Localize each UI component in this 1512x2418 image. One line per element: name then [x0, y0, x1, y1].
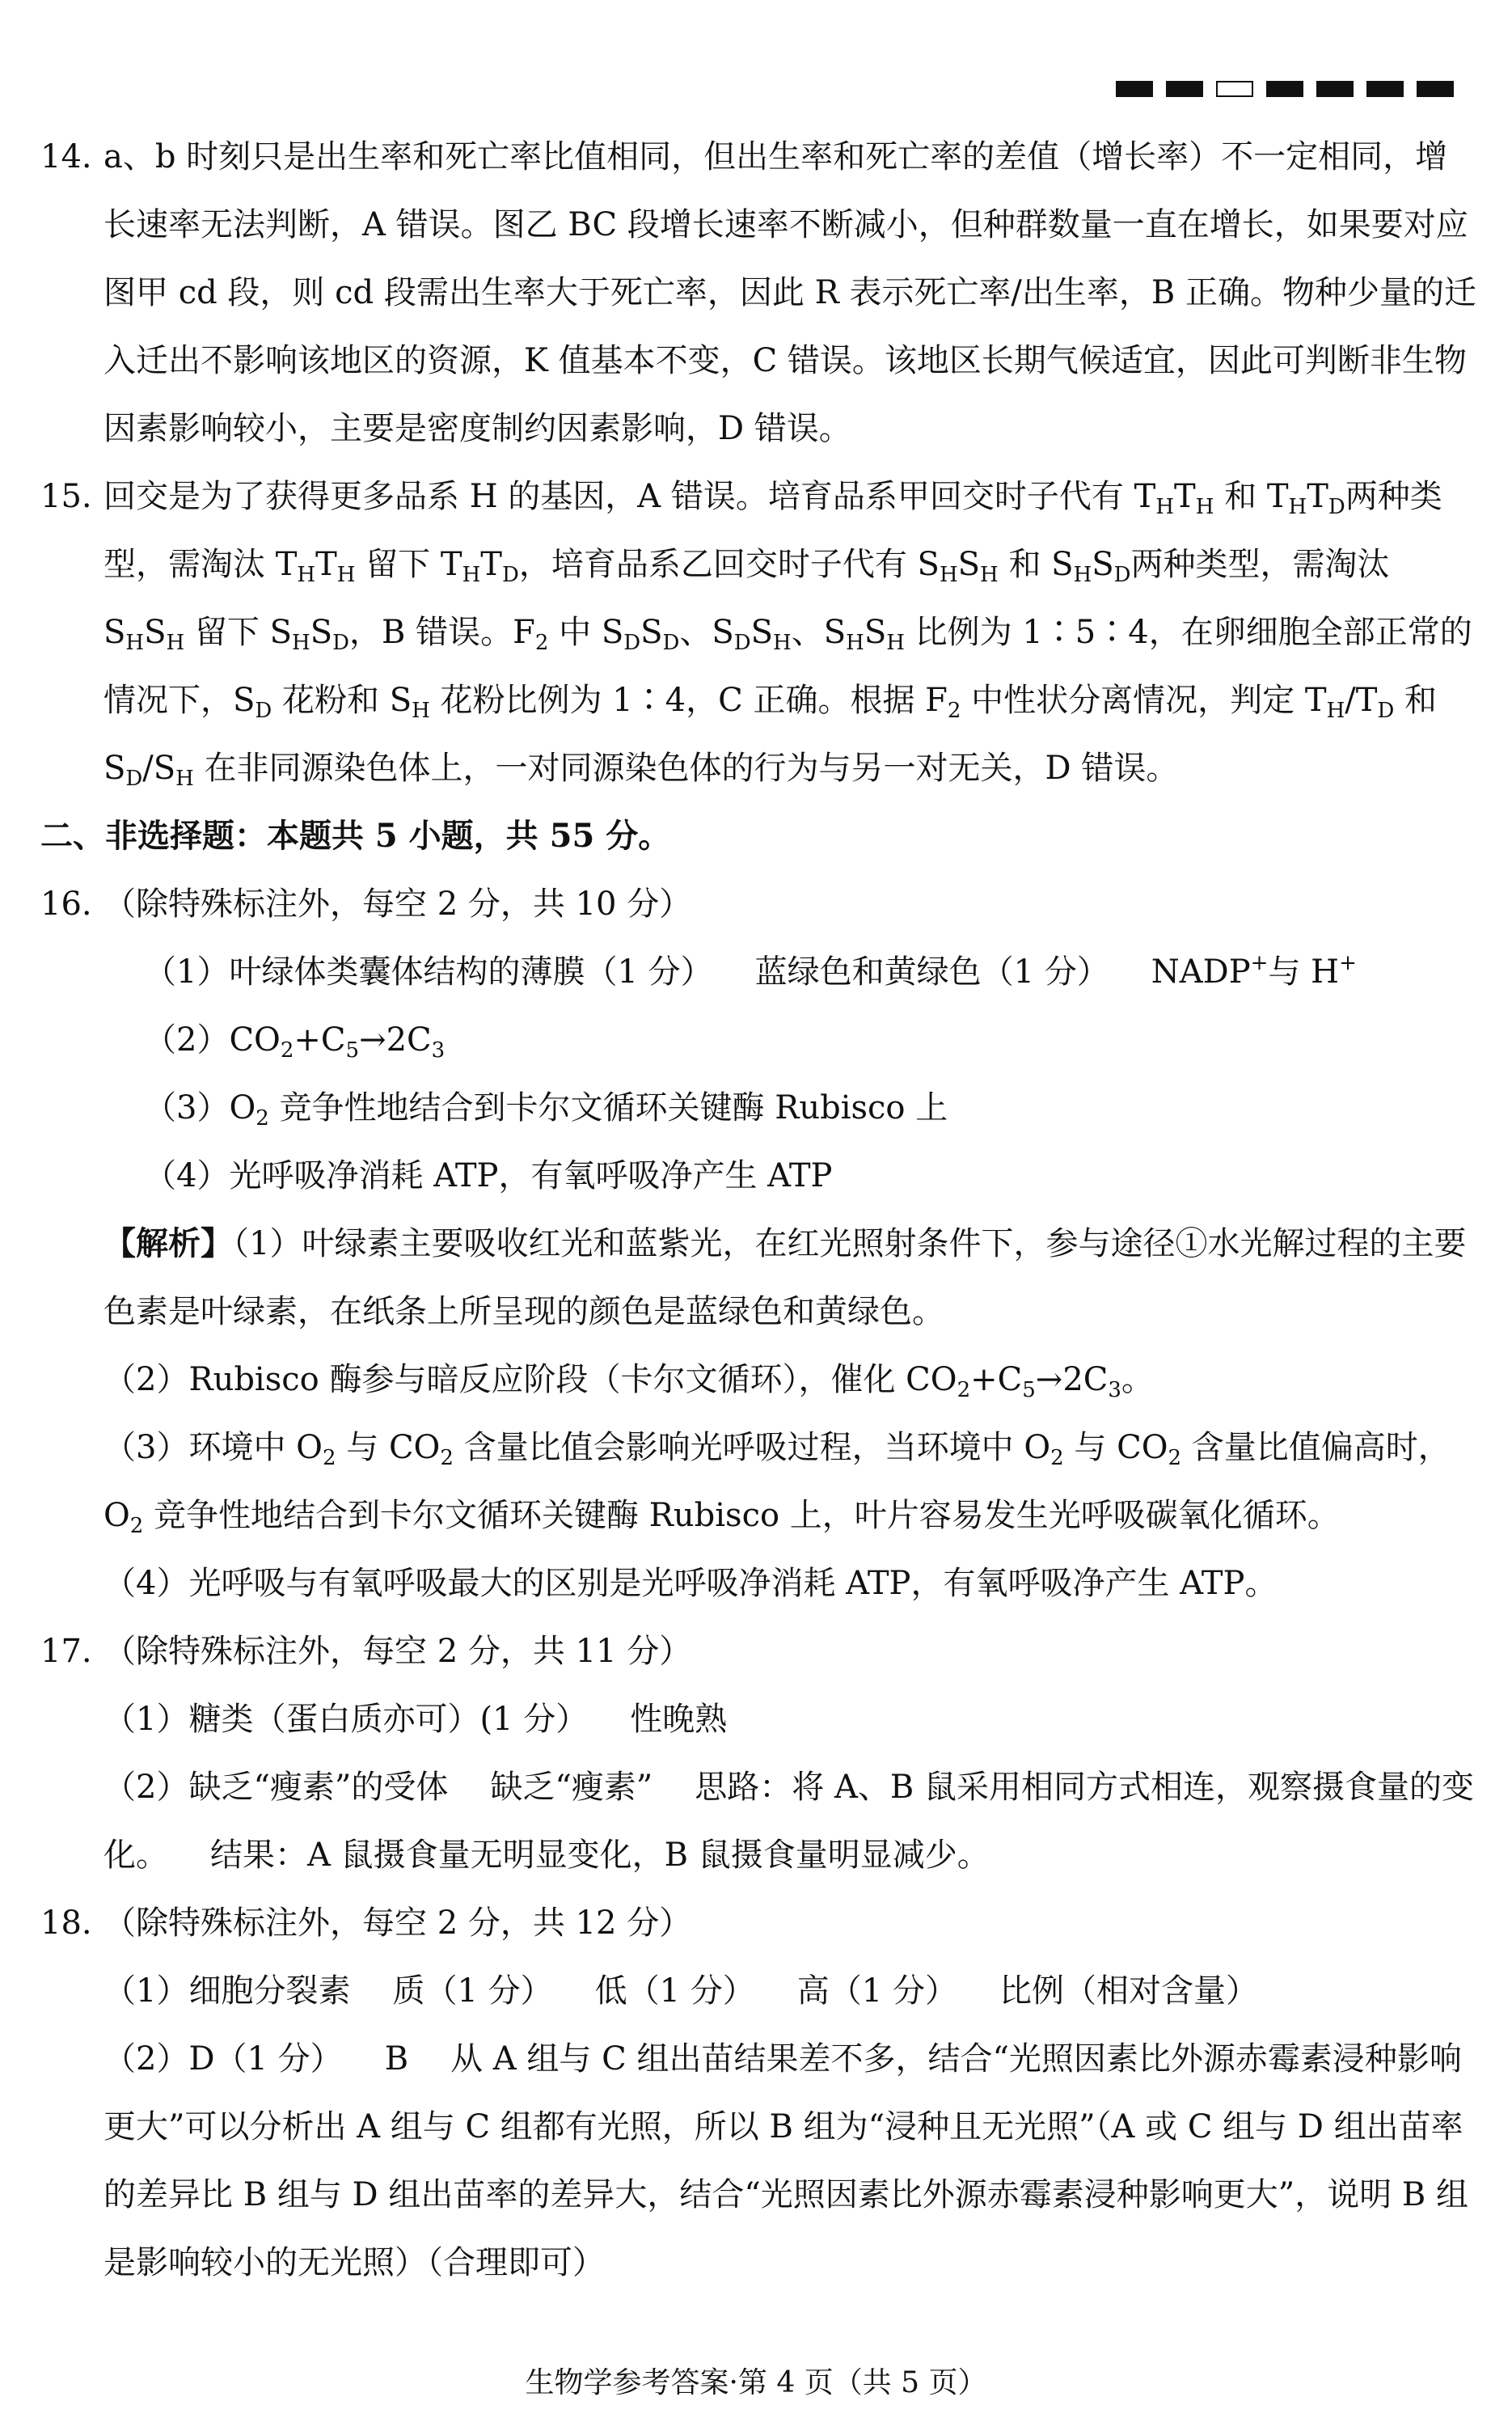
- answer-text: 花粉比例为 1∶4，C 正确。根据 F: [429, 682, 948, 719]
- answer-text: （2）CO: [144, 1021, 281, 1059]
- sub: H: [886, 631, 905, 655]
- sub: 2: [1050, 1446, 1064, 1470]
- sub: D: [733, 631, 751, 655]
- sub: H: [773, 631, 792, 655]
- sym: T: [315, 546, 337, 583]
- sub: 2: [947, 699, 961, 723]
- answer-text: 含量比值偏高时，O: [103, 1429, 1451, 1534]
- sub: 2: [957, 1378, 971, 1402]
- answer-text: +C: [294, 1021, 346, 1059]
- sym: S: [823, 614, 847, 651]
- sym: S: [640, 614, 663, 651]
- answer-text: a、b 时刻只是出生率和死亡率比值相同，但出生率和死亡率的差值（增长率）不一定相同，增长速率无法判断，A 错误。图乙 BC 段增长速率不断减小，但种群数量一直在增长，如果要对应图甲 cd 段，则 cd 段需出生率大于死亡率，因此 R 表示死亡率/出生率，B 正确。物种少量的迁入迁出不影响该地区的资源，K 值基本不变，C 错误。该地区长期气候适宜，因此可判断非生物因素影响较小，主要是密度制约因素影响，D 错误。: [103, 138, 1477, 447]
- answer-text: （3）O: [144, 1089, 256, 1127]
- answer-text: 留下 T: [365, 546, 462, 583]
- answer-text: 两种类型，需淘汰 S: [103, 546, 1390, 651]
- sub: H: [1073, 563, 1092, 587]
- answer-text: 性晚熟: [630, 1701, 728, 1738]
- sub: D: [501, 563, 519, 587]
- sub: D: [1113, 563, 1131, 587]
- sub: 3: [431, 1038, 446, 1063]
- sym: T: [1307, 478, 1328, 515]
- sym: S: [153, 750, 176, 787]
- answer-text: 与 CO: [1063, 1429, 1168, 1466]
- sub: H: [1155, 495, 1174, 519]
- sub: H: [846, 631, 864, 655]
- answer-text: 高（1 分）: [796, 1972, 957, 2010]
- q16-explanation-3: [40, 1414, 1480, 1549]
- question-18: [40, 1889, 1480, 1957]
- answer-text: 回交是为了获得更多品系 H 的基因，A 错误。培育品系甲回交时子代有 T: [103, 478, 1156, 515]
- question-number: 18.: [40, 1904, 92, 1942]
- sym: S: [1092, 546, 1114, 583]
- sub: H: [1326, 699, 1345, 723]
- answer-text: 质（1 分）: [392, 1972, 553, 2010]
- answer-text: 缺乏“瘦素”: [490, 1769, 653, 1806]
- sub: 2: [440, 1446, 454, 1470]
- q16-answer-4: （4）光呼吸净消耗 ATP，有氧呼吸净产生 ATP: [144, 1157, 833, 1194]
- mark-filled: [1116, 81, 1153, 97]
- answer-text: →2C: [359, 1021, 432, 1059]
- answer-text: 和 S: [103, 682, 1438, 787]
- mark-filled: [1417, 81, 1454, 97]
- mark-filled: [1266, 81, 1303, 97]
- answer-text: 在非同源染色体上，一对同源染色体的行为与另一对无关，D 错误。: [193, 750, 1179, 787]
- question-number: 15.: [40, 478, 92, 515]
- answer-text: 中性状分离情况，判定 T: [961, 682, 1327, 719]
- answer-text: 花粉和 S: [272, 682, 412, 719]
- question-16: [40, 870, 1480, 938]
- answer-text: （2）D（1 分）: [103, 2040, 343, 2078]
- q16-explanation-1: [40, 1210, 1480, 1346]
- sub: H: [462, 563, 481, 587]
- answer-text: 两种类型，需淘汰 T: [103, 478, 1442, 583]
- sub: D: [1328, 495, 1345, 519]
- answer-text: 比例为 1∶5∶4，在卵细胞全部正常的情况下，S: [103, 614, 1472, 719]
- answer-text: （1）叶绿体类囊体结构的薄膜（1 分）: [144, 953, 713, 991]
- sub: H: [292, 631, 310, 655]
- answer-text: 竞争性地结合到卡尔文循环关键酶 Rubisco 上，叶片容易发生光呼吸碳氧化循环。: [143, 1497, 1340, 1534]
- question-head: （除特殊标注外，每空 2 分，共 12 分）: [103, 1904, 692, 1942]
- sym: S: [712, 614, 734, 651]
- answer-text: ，B 错误。F: [348, 614, 535, 651]
- q16-answer-2: [40, 1006, 1480, 1074]
- mark-filled: [1366, 81, 1404, 97]
- explanation-tag: 【解析】: [103, 1224, 233, 1262]
- answer-text: NADP: [1151, 953, 1251, 991]
- page-footer: 生物学参考答案·第 4 页（共 5 页）: [525, 2366, 987, 2399]
- sub: H: [125, 631, 145, 655]
- exam-marks: [1116, 81, 1454, 97]
- answer-text: （2）Rubisco 酶参与暗反应阶段（卡尔文循环），催化 CO: [103, 1361, 957, 1398]
- sub: D: [255, 699, 272, 723]
- answer-text: 留下 S: [194, 614, 293, 651]
- sym: T: [1266, 478, 1289, 515]
- q16-explanation-4: （4）光呼吸与有氧呼吸最大的区别是光呼吸净消耗 ATP，有氧呼吸净产生 ATP。: [103, 1565, 1278, 1602]
- sub: 2: [322, 1446, 336, 1470]
- mark-filled: [1316, 81, 1354, 97]
- mark-hollow: [1216, 81, 1253, 97]
- sym: S: [750, 614, 774, 651]
- answer-text: 比例（相对含量）: [999, 1972, 1258, 2010]
- sub: H: [1288, 495, 1307, 519]
- sub: H: [939, 563, 958, 587]
- question-number: 16.: [40, 886, 92, 923]
- sub: D: [125, 767, 143, 791]
- answer-text: （1）叶绿素主要吸收红光和蓝紫光，在红光照射条件下，参与途径①水光解过程的主要色素是叶绿素，在纸条上所呈现的颜色是蓝绿色和黄绿色。: [103, 1225, 1467, 1330]
- answer-text: 与 H: [1268, 953, 1340, 991]
- answer-text: （1）细胞分裂素: [103, 1972, 351, 2010]
- sub: H: [166, 631, 185, 655]
- answer-page: [40, 123, 1480, 2297]
- answer-text: 含量比值会影响光呼吸过程，当环境中 O: [453, 1429, 1051, 1466]
- sym: 、: [791, 614, 824, 651]
- q18-answer-1: [40, 1957, 1480, 2025]
- answer-text: 和: [998, 546, 1052, 583]
- sub: 5: [1022, 1378, 1036, 1402]
- sym: S: [864, 614, 887, 651]
- answer-text: 低（1 分）: [594, 1972, 755, 2010]
- sym: T: [1355, 682, 1378, 719]
- answer-text: 蓝绿色和黄绿色（1 分）: [754, 953, 1109, 991]
- sym: /: [142, 750, 154, 787]
- sym: /: [1345, 682, 1356, 719]
- answer-text: +C: [970, 1361, 1023, 1398]
- answer-text: 。: [1121, 1361, 1154, 1398]
- question-number: 14.: [40, 138, 92, 175]
- answer-text: 竞争性地结合到卡尔文循环关键酶 Rubisco 上: [268, 1089, 948, 1127]
- q16-explanation-2: [40, 1346, 1480, 1414]
- sym: 、: [679, 614, 712, 651]
- sub: 2: [256, 1106, 269, 1131]
- answer-text: ，培育品系乙回交时子代有 S: [518, 546, 940, 583]
- answer-text: （1）糖类（蛋白质亦可）(1 分）: [103, 1701, 589, 1738]
- sub: 2: [280, 1038, 294, 1063]
- sub: H: [336, 563, 356, 587]
- sym: T: [1174, 478, 1196, 515]
- question-17: [40, 1617, 1480, 1685]
- answer-text: 中 S: [548, 614, 624, 651]
- q18-answer-2: [40, 2025, 1480, 2297]
- section-heading: 二、非选择题：本题共 5 小题，共 55 分。: [40, 817, 671, 855]
- sub: H: [1195, 495, 1214, 519]
- sub: H: [412, 699, 430, 723]
- question-15: [40, 463, 1480, 802]
- question-head: （除特殊标注外，每空 2 分，共 11 分）: [103, 1633, 692, 1670]
- sub: 3: [1108, 1378, 1121, 1402]
- sym: S: [1051, 546, 1074, 583]
- sub: 2: [1168, 1446, 1182, 1470]
- q17-answer-2: [40, 1753, 1480, 1889]
- mark-filled: [1166, 81, 1203, 97]
- sub: D: [623, 631, 641, 655]
- q16-answer-3: [40, 1074, 1480, 1142]
- answer-text: （2）缺乏“瘦素”的受体: [103, 1769, 449, 1806]
- sub: 2: [534, 631, 549, 655]
- answer-text: 结果：A 鼠摄食量无明显变化，B 鼠摄食量明显减少。: [210, 1837, 990, 1874]
- answer-text: 思路：将 A、B 鼠采用相同方式相连，观察摄食量的变化。: [103, 1769, 1474, 1874]
- sub: 5: [345, 1038, 360, 1063]
- sub: D: [332, 631, 349, 655]
- question-head: （除特殊标注外，每空 2 分，共 10 分）: [103, 886, 692, 923]
- answer-text: （3）环境中 O: [103, 1429, 323, 1466]
- question-14: [40, 123, 1480, 463]
- sym: S: [144, 614, 167, 651]
- sub: H: [297, 563, 316, 587]
- q17-answer-1: [40, 1685, 1480, 1753]
- sub: H: [980, 563, 999, 587]
- answer-text: 从 A 组与 C 组出苗结果差不多，结合“光照因素比外源赤霉素浸种影响更大”可以分析出 A 组与 C 组都有光照，所以 B 组为“浸种且无光照”（A 或 C 组与 D 组出苗率的差异比 B 组与 D 组出苗率的差异大，结合“光照因素比外源赤霉素浸种影响更大”，说明 B 组是影响较小的无光照）（合理即可）: [103, 2040, 1469, 2281]
- sym: S: [957, 546, 981, 583]
- sym: T: [480, 546, 502, 583]
- sub: H: [175, 767, 194, 791]
- answer-text: →2C: [1035, 1361, 1109, 1398]
- sup: +: [1339, 951, 1357, 975]
- sym: S: [310, 614, 333, 651]
- answer-text: 与 CO: [336, 1429, 441, 1466]
- answer-text: 和: [1214, 478, 1267, 515]
- sup: +: [1250, 951, 1269, 975]
- sub: D: [662, 631, 680, 655]
- question-number: 17.: [40, 1633, 92, 1670]
- sub: 2: [129, 1514, 144, 1538]
- answer-text: B: [384, 2040, 409, 2078]
- q16-answer-1: [40, 938, 1480, 1006]
- sub: D: [1377, 699, 1395, 723]
